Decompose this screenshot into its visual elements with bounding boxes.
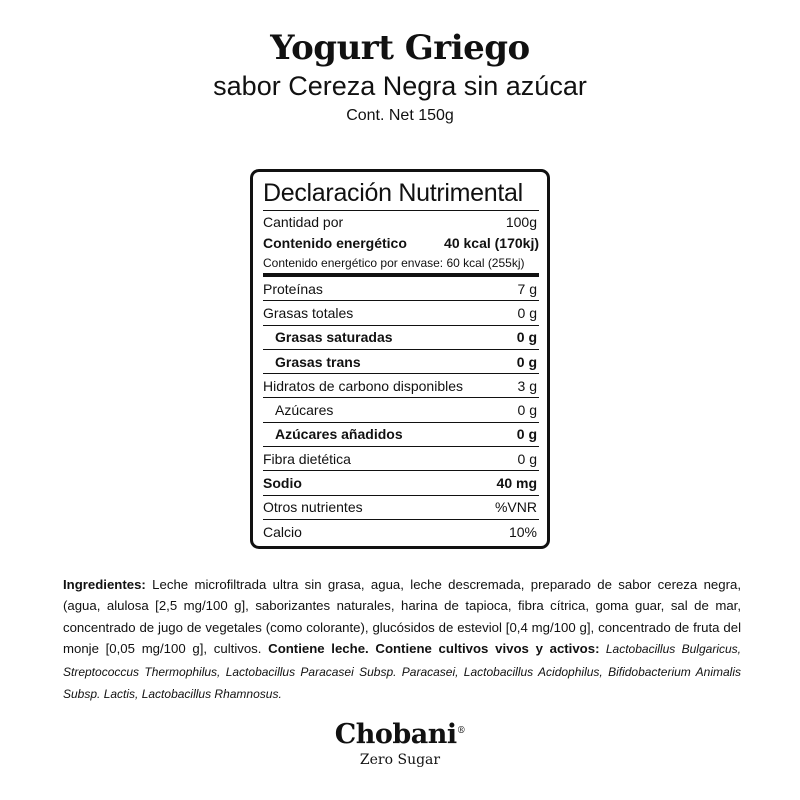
- cultures-list: Lactobacillus Bulgaricus, Streptococcus Thermophilus, Lactobacillus Paracasei Subsp. Paracasei, Lactobacillus Acidophilus, Bifidobacterium Animalis Subsp. Lactis, Lactobacillus Rhamnosus.: [63, 642, 741, 702]
- nutrient-row: [263, 520, 539, 543]
- nutrient-label: Proteínas: [263, 280, 323, 297]
- nutrient-row: [263, 277, 539, 301]
- nutrient-row: [263, 301, 539, 325]
- nutrient-value: 0 g: [517, 402, 537, 419]
- allergen-statement: Contiene leche. Contiene cultivos vivos y activos:: [268, 641, 600, 657]
- nutrient-value: 0 g: [517, 450, 537, 467]
- nutrient-row: [263, 471, 539, 495]
- ingredients-label: Ingredientes:: [63, 577, 146, 592]
- nutrient-value: 7 g: [517, 280, 537, 297]
- basis-value: 100g: [505, 214, 537, 230]
- nutrient-label: Calcio: [263, 523, 302, 540]
- nutrient-value: 0 g: [517, 304, 537, 321]
- nutrient-value: 0 g: [516, 329, 537, 346]
- registered-mark: ®: [456, 726, 466, 736]
- nutrient-value: 3 g: [517, 377, 537, 394]
- brand-tagline: Zero Sugar: [359, 752, 441, 768]
- nutrient-label: Grasas saturadas: [275, 329, 393, 346]
- nutrient-row: [263, 374, 539, 398]
- nutrient-value: 10%: [508, 523, 537, 540]
- energy-label: Contenido energético: [263, 235, 407, 251]
- nutrient-row: [263, 350, 539, 374]
- basis-label: Cantidad por: [263, 214, 344, 230]
- nutrient-value: 40 mg: [496, 475, 537, 492]
- nutrient-row: [263, 326, 539, 350]
- energy-value: 40 kcal (170kj): [444, 235, 539, 251]
- ingredients-text: [63, 574, 741, 705]
- energy-per-pack: Contenido energético por envase: 60 kcal (255kj): [263, 256, 525, 270]
- nutrient-label: Fibra dietética: [263, 450, 351, 467]
- serving-basis: [263, 211, 539, 233]
- panel-title: Declaración Nutrimental: [263, 178, 539, 211]
- nutrition-panel: [250, 169, 550, 549]
- product-header: [0, 28, 800, 126]
- brand-block: [0, 715, 800, 769]
- nutrient-label: Azúcares: [275, 402, 334, 419]
- nutrient-row: [263, 496, 539, 520]
- nutrient-value: 0 g: [516, 426, 537, 443]
- brand-logo: [0, 715, 800, 751]
- nutrient-value: %VNR: [494, 499, 537, 516]
- nutrient-label: Otros nutrientes: [263, 499, 363, 516]
- energy-per-pack-row: [263, 253, 539, 277]
- product-title: Yogurt Griego: [270, 28, 530, 68]
- nutrient-row: [263, 447, 539, 471]
- nutrient-row: [263, 398, 539, 422]
- nutrient-label: Grasas totales: [263, 304, 354, 321]
- energy-row: [263, 233, 539, 253]
- nutrient-label: Grasas trans: [275, 353, 361, 370]
- product-flavor: sabor Cereza Negra sin azúcar: [213, 71, 587, 101]
- net-content: Cont. Net 150g: [346, 107, 454, 124]
- nutrient-row: [263, 423, 539, 447]
- nutrient-value: 0 g: [516, 353, 537, 370]
- nutrient-label: Azúcares añadidos: [275, 426, 403, 443]
- ingredients-list: Leche microfiltrada ultra sin grasa, agua, leche descremada, preparado de sabor cereza negra, (agua, alulosa [2,5 mg/100 g], saborizantes naturales, harina de tapioca, fibra cítrica, goma guar, sal de mar, concentrado de jugo de vegetales (como colorante), glucósidos de esteviol [0,4 mg/100 g], concentrado de fruta del monje [0,05 mg/100 g], cultivos.: [63, 577, 741, 657]
- nutrient-label: Sodio: [263, 475, 302, 492]
- brand-wordmark: Chobani: [334, 719, 457, 750]
- nutrient-label: Hidratos de carbono disponibles: [263, 377, 464, 394]
